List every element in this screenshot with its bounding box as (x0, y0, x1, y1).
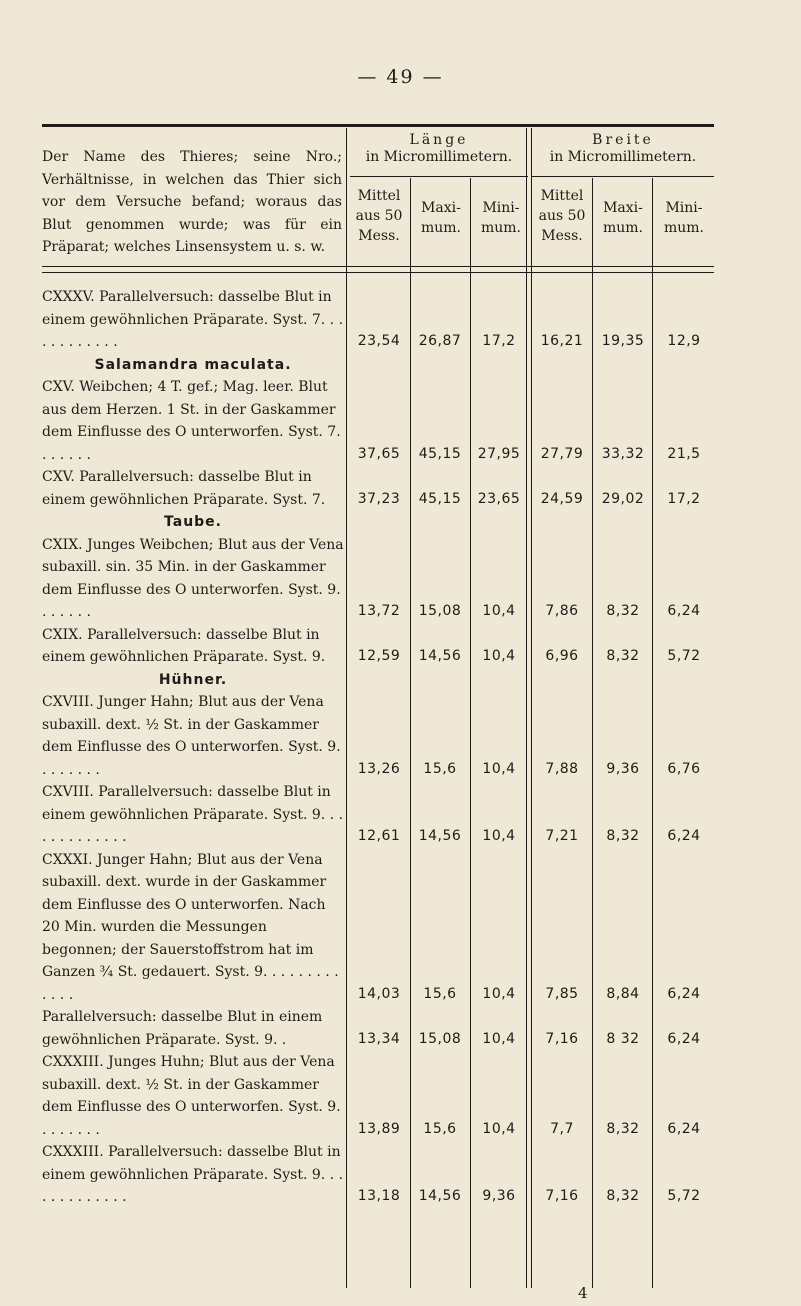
top-rule (42, 124, 714, 127)
value-cell: 14,56 (418, 828, 462, 844)
length-title: Länge (409, 132, 469, 148)
value-cell: 8 32 (606, 1030, 640, 1047)
value-cell: 15,6 (423, 985, 457, 1002)
value-cell: 8,32 (606, 603, 640, 619)
entry-description: CXXXIII. Junges Huhn; Blut aus der Vena subaxill. dext. ½ St. in der Gaskammer dem Einflusse des O unterworfen. Syst. 9. . . . . . . . (42, 1054, 341, 1138)
value-cell: 10,4 (482, 985, 516, 1002)
species-heading: Taube. (164, 514, 222, 530)
value-cell: 6,96 (545, 648, 579, 664)
subhead-length-mean: Mittel aus 50 Mess. (355, 188, 403, 244)
value-cell: 5,72 (667, 1188, 701, 1204)
group-underline-length (350, 176, 528, 177)
value-cell: 6,24 (667, 1120, 701, 1137)
species-heading: Salamandra maculata. (94, 356, 292, 373)
value-cell: 8,32 (606, 648, 640, 664)
value-cell: 6,24 (667, 828, 701, 844)
value-cell: 9,36 (606, 760, 640, 777)
entry-description: CXIX. Parallelversuch: dasselbe Blut in einem gewöhnlichen Präparate. Syst. 9. (42, 626, 326, 665)
value-cell: 16,21 (540, 333, 584, 349)
value-cell: 13,89 (357, 1120, 401, 1137)
subhead-length-min: Mini- mum. (480, 200, 522, 236)
species-heading: Hühner. (158, 671, 228, 688)
value-cell: 7,88 (545, 760, 579, 777)
value-cell: 26,87 (418, 333, 462, 349)
value-cell: 6,24 (667, 1030, 701, 1047)
value-cell: 37,65 (357, 445, 401, 462)
subhead-length-max: Maxi- mum. (420, 200, 462, 236)
value-cell: 17,2 (482, 333, 516, 349)
value-cell: 27,79 (540, 445, 584, 462)
value-cell: 8,32 (606, 828, 640, 844)
entry-description: CXXXV. Parallelversuch: dasselbe Blut in einem gewöhnlichen Präparate. Syst. 7. . . . . . . . . . . . (42, 289, 344, 350)
value-cell: 7,16 (545, 1188, 579, 1204)
subhead-width-max: Maxi- mum. (602, 200, 644, 236)
header-rule (42, 266, 714, 273)
value-cell: 7,85 (545, 985, 579, 1002)
value-cell: 37,23 (357, 490, 401, 507)
value-cell: 13,72 (357, 603, 401, 619)
entry-description: CXXXIII. Parallelversuch: dasselbe Blut in einem gewöhnlichen Präparate. Syst. 9. . . . . . . . . . . . . (42, 1144, 344, 1205)
value-cell: 10,4 (482, 648, 516, 664)
value-cell: 10,4 (482, 1030, 516, 1047)
value-cell: 14,03 (357, 985, 401, 1002)
value-cell: 15,08 (418, 603, 462, 619)
entry-description: CXVIII. Parallelversuch: dasselbe Blut in einem gewöhnlichen Präparate. Syst. 9. . . . . . . . . . . . . (42, 784, 344, 845)
value-cell: 23,65 (477, 490, 521, 507)
column-divider (346, 128, 347, 1288)
value-cell: 7,16 (545, 1030, 579, 1047)
value-cell: 45,15 (418, 445, 462, 462)
value-cell: 10,4 (482, 603, 516, 619)
value-cell: 15,6 (423, 760, 457, 777)
subhead-width-mean: Mittel aus 50 Mess. (538, 188, 586, 244)
value-cell: 10,4 (482, 828, 516, 844)
header-description: Der Name des Thieres; seine Nro.; Verhältnisse, in welchen das Thier sich vor dem Versuche befand; woraus das Blut genommen wurde; was für ein Präparat; welches Linsensystem u. s. w. (42, 149, 342, 255)
value-cell: 21,5 (667, 445, 701, 462)
value-cell: 29,02 (601, 490, 645, 507)
value-cell: 14,56 (418, 1188, 462, 1204)
value-cell: 13,34 (357, 1030, 401, 1047)
value-cell: 7,7 (550, 1120, 574, 1137)
value-cell: 8,84 (606, 985, 640, 1002)
group-underline-width (532, 176, 714, 177)
value-cell: 8,32 (606, 1120, 640, 1137)
value-cell: 17,2 (667, 490, 701, 507)
value-cell: 19,35 (601, 333, 645, 349)
width-title: Breite (592, 132, 654, 148)
value-cell: 33,32 (601, 445, 645, 462)
value-cell: 27,95 (477, 445, 521, 462)
value-cell: 24,59 (540, 490, 584, 507)
value-cell: 14,56 (418, 648, 462, 664)
value-cell: 15,6 (423, 1120, 457, 1137)
entry-description: CXV. Weibchen; 4 T. gef.; Mag. leer. Blut aus dem Herzen. 1 St. in der Gaskammer dem Einflusse des O unterworfen. Syst. 7. . . . . . . (42, 379, 341, 463)
value-cell: 6,24 (667, 603, 701, 619)
value-cell: 5,72 (667, 648, 701, 664)
column-divider (526, 128, 532, 1288)
value-cell: 15,08 (418, 1030, 462, 1047)
entry-description: CXV. Parallelversuch: dasselbe Blut in einem gewöhnlichen Präparate. Syst. 7. (42, 469, 326, 508)
value-cell: 10,4 (482, 760, 516, 777)
value-cell: 10,4 (482, 1120, 516, 1137)
entry-description: CXIX. Junges Weibchen; Blut aus der Vena subaxill. sin. 35 Min. in der Gaskammer dem Einflusse des O unterworfen. Syst. 9. . . . . . . (42, 536, 344, 620)
entry-description: CXVIII. Junger Hahn; Blut aus der Vena subaxill. dext. ½ St. in der Gaskammer dem Einflusse des O unterworfen. Syst. 9. . . . . . . . (42, 694, 341, 778)
value-cell: 6,24 (667, 985, 701, 1002)
value-cell: 12,61 (357, 828, 401, 844)
value-cell: 9,36 (482, 1188, 516, 1204)
value-cell: 12,59 (357, 648, 401, 664)
width-group-heading (532, 132, 714, 166)
value-cell: 8,32 (606, 1188, 640, 1204)
value-cell: 12,9 (667, 333, 701, 349)
entry-description: Parallelversuch: dasselbe Blut in einem gewöhnlichen Präparate. Syst. 9. . (42, 1009, 323, 1048)
page-number: — 49 — (357, 66, 444, 88)
entry-description: CXXXI. Junger Hahn; Blut aus der Vena subaxill. dext. wurde in der Gaskammer dem Einflusse des O unterworfen. Nach 20 Min. wurden die Messungen begonnen; der Sauerstoffstrom hat im Ganzen ¾ St. gedauert. Syst. 9. . . . . . . . . . . . . (42, 851, 339, 1003)
length-group-heading (350, 132, 528, 166)
value-cell: 13,18 (357, 1188, 401, 1204)
footer-mark: 4 (578, 1284, 588, 1302)
value-cell: 45,15 (418, 490, 462, 507)
value-cell: 13,26 (357, 760, 401, 777)
value-cell: 7,21 (545, 828, 579, 844)
width-unit: in Micromillimetern. (549, 149, 697, 165)
length-unit: in Micromillimetern. (365, 149, 513, 165)
subhead-width-min: Mini- mum. (663, 200, 705, 236)
value-cell: 23,54 (357, 333, 401, 349)
value-cell: 7,86 (545, 603, 579, 619)
value-cell: 6,76 (667, 760, 701, 777)
